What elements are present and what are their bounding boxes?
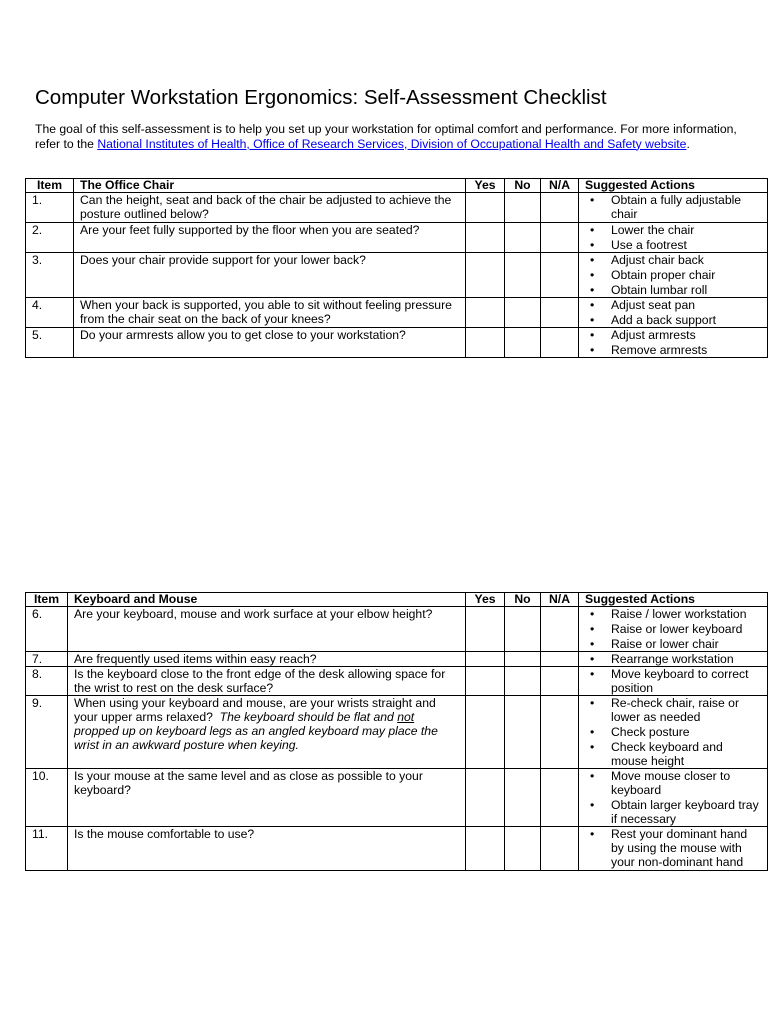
section-header: The Office Chair [74, 179, 466, 193]
question-text: Do your armrests allow you to get close to your workstation? [74, 328, 466, 358]
action-item: • Rest your dominant hand by using the mouse with your non-dominant hand [585, 827, 761, 869]
no-cell[interactable] [505, 298, 541, 328]
suggested-actions [579, 328, 768, 358]
question-text: Can the height, seat and back of the chair be adjusted to achieve the posture outlined below? [74, 193, 466, 223]
suggested-actions [579, 652, 768, 667]
page-title: Computer Workstation Ergonomics: Self-Assessment Checklist [35, 86, 607, 109]
yes-cell[interactable] [466, 298, 505, 328]
yes-cell[interactable] [466, 696, 505, 769]
question-text: Are your feet fully supported by the floor when you are seated? [74, 223, 466, 253]
na-cell[interactable] [541, 667, 579, 696]
question-text: Are frequently used items within easy reach? [68, 652, 466, 667]
note-emphasis: not [397, 710, 415, 724]
question-text: Is your mouse at the same level and as close as possible to your keyboard? [68, 769, 466, 827]
action-item: • Adjust chair back [585, 253, 761, 267]
yes-cell[interactable] [466, 667, 505, 696]
action-item: • Re-check chair, raise or lower as needed [585, 696, 761, 724]
na-cell[interactable] [541, 223, 579, 253]
na-cell[interactable] [541, 607, 579, 652]
action-item: • Rearrange workstation [585, 652, 761, 666]
action-item: • Move mouse closer to keyboard [585, 769, 761, 797]
action-item: • Adjust armrests [585, 328, 761, 342]
col-header-no: No [505, 179, 541, 193]
action-item: • Obtain proper chair [585, 268, 761, 282]
item-number: 6. [26, 607, 68, 652]
office-chair-table [25, 178, 768, 358]
no-cell[interactable] [505, 652, 541, 667]
item-number: 5. [26, 328, 74, 358]
na-cell[interactable] [541, 193, 579, 223]
table-row [26, 328, 768, 358]
question-text: When your back is supported, you able to sit without feeling pressure from the chair seat on the back of your knees? [74, 298, 466, 328]
suggested-actions [579, 253, 768, 298]
question-text: Are your keyboard, mouse and work surface at your elbow height? [68, 607, 466, 652]
suggested-actions [579, 298, 768, 328]
action-item: • Check keyboard and mouse height [585, 740, 761, 768]
item-number: 9. [26, 696, 68, 769]
action-item: • Raise or lower keyboard [585, 622, 761, 636]
action-item: • Raise or lower chair [585, 637, 761, 651]
col-header-actions: Suggested Actions [579, 593, 768, 607]
table-row [26, 667, 768, 696]
table-row [26, 827, 768, 871]
table-row [26, 769, 768, 827]
suggested-actions [579, 769, 768, 827]
action-item: • Check posture [585, 725, 761, 739]
action-item: • Obtain larger keyboard tray if necessary [585, 798, 761, 826]
yes-cell[interactable] [466, 769, 505, 827]
intro-paragraph [35, 122, 750, 151]
suggested-actions [579, 667, 768, 696]
yes-cell[interactable] [466, 223, 505, 253]
keyboard-mouse-table [25, 592, 768, 871]
question-text: Does your chair provide support for your lower back? [74, 253, 466, 298]
na-cell[interactable] [541, 696, 579, 769]
action-item: • Raise / lower workstation [585, 607, 761, 621]
col-header-actions: Suggested Actions [579, 179, 768, 193]
suggested-actions [579, 607, 768, 652]
yes-cell[interactable] [466, 652, 505, 667]
suggested-actions [579, 223, 768, 253]
item-number: 11. [26, 827, 68, 871]
no-cell[interactable] [505, 607, 541, 652]
item-number: 8. [26, 667, 68, 696]
no-cell[interactable] [505, 253, 541, 298]
note-text: The keyboard should be flat and [219, 710, 398, 724]
yes-cell[interactable] [466, 827, 505, 871]
na-cell[interactable] [541, 827, 579, 871]
no-cell[interactable] [505, 827, 541, 871]
na-cell[interactable] [541, 652, 579, 667]
nih-ors-dohs-link[interactable]: National Institutes of Health, Office of Research Services, Division of Occupational Health and Safety website [97, 136, 687, 151]
section-header: Keyboard and Mouse [68, 593, 466, 607]
table-row [26, 253, 768, 298]
table-row [26, 696, 768, 769]
action-item: • Adjust seat pan [585, 298, 761, 312]
col-header-no: No [505, 593, 541, 607]
action-item: • Lower the chair [585, 223, 761, 237]
item-number: 1. [26, 193, 74, 223]
na-cell[interactable] [541, 298, 579, 328]
table-row [26, 193, 768, 223]
yes-cell[interactable] [466, 253, 505, 298]
col-header-yes: Yes [466, 179, 505, 193]
na-cell[interactable] [541, 328, 579, 358]
na-cell[interactable] [541, 253, 579, 298]
no-cell[interactable] [505, 328, 541, 358]
yes-cell[interactable] [466, 328, 505, 358]
table-header-row [26, 593, 768, 607]
yes-cell[interactable] [466, 193, 505, 223]
col-header-item: Item [26, 179, 74, 193]
intro-text-end: . [686, 136, 690, 151]
question-text [68, 696, 466, 769]
suggested-actions [579, 696, 768, 769]
item-number: 3. [26, 253, 74, 298]
item-number: 7. [26, 652, 68, 667]
question-main: When using your keyboard and mouse, are your wrists straight and your upper arms relaxed? [74, 696, 436, 724]
no-cell[interactable] [505, 223, 541, 253]
col-header-yes: Yes [466, 593, 505, 607]
table-header-row [26, 179, 768, 193]
col-header-na: N/A [541, 593, 579, 607]
action-item: • Use a footrest [585, 238, 761, 252]
col-header-na: N/A [541, 179, 579, 193]
no-cell[interactable] [505, 769, 541, 827]
suggested-actions [579, 193, 768, 223]
col-header-item: Item [26, 593, 68, 607]
table-row [26, 223, 768, 253]
note-text-end: propped up on keyboard legs as an angled keyboard may place the wrist in an awkward posture when keying. [74, 724, 438, 752]
action-item: • Add a back support [585, 313, 761, 327]
action-item: • Obtain lumbar roll [585, 283, 761, 297]
item-number: 2. [26, 223, 74, 253]
item-number: 4. [26, 298, 74, 328]
na-cell[interactable] [541, 769, 579, 827]
no-cell[interactable] [505, 696, 541, 769]
action-item: • Obtain a fully adjustable chair [585, 193, 761, 221]
question-text: Is the keyboard close to the front edge of the desk allowing space for the wrist to rest on the desk surface? [68, 667, 466, 696]
action-item: • Remove armrests [585, 343, 761, 357]
table-row [26, 607, 768, 652]
table-row [26, 298, 768, 328]
suggested-actions [579, 827, 768, 871]
yes-cell[interactable] [466, 607, 505, 652]
no-cell[interactable] [505, 667, 541, 696]
no-cell[interactable] [505, 193, 541, 223]
action-item: • Move keyboard to correct position [585, 667, 761, 695]
item-number: 10. [26, 769, 68, 827]
intro-text: The goal of this self-assessment is to help you set up your workstation for optimal comfort and performance. For more information, refer to the [35, 122, 737, 151]
table-row [26, 652, 768, 667]
question-text: Is the mouse comfortable to use? [68, 827, 466, 871]
